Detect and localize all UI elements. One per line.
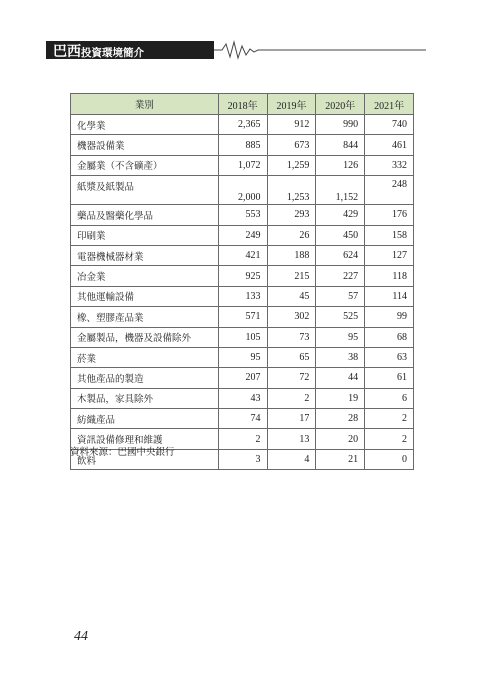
table-row [71,205,414,225]
category-cell: 化學業 [71,115,219,135]
value-cell: 63 [365,347,414,367]
value-cell: 95 [218,347,267,367]
category-cell: 其他運輸設備 [71,286,219,306]
table-header-row [71,94,414,115]
value-cell: 6 [365,388,414,408]
value-cell: 17 [267,409,316,429]
value-cell: 429 [316,205,365,225]
category-cell: 飲料 [71,449,219,469]
value-cell: 43 [218,388,267,408]
table-row [71,155,414,175]
value-cell: 20 [316,429,365,449]
category-cell: 金屬業（不含礦產） [71,155,219,175]
value-cell: 176 [365,205,414,225]
value-cell: 73 [267,327,316,347]
category-cell: 印刷業 [71,225,219,245]
table-row [71,388,414,408]
value-cell: 248 [365,176,414,205]
value-cell: 2 [365,429,414,449]
value-cell: 114 [365,286,414,306]
value-cell: 1,072 [218,155,267,175]
value-cell: 26 [267,225,316,245]
value-cell: 421 [218,245,267,265]
value-cell: 1,253 [267,176,316,205]
value-cell: 74 [218,409,267,429]
value-cell: 19 [316,388,365,408]
value-cell: 68 [365,327,414,347]
table-row [71,266,414,286]
value-cell: 0 [365,449,414,469]
category-cell: 冶金業 [71,266,219,286]
value-cell: 118 [365,266,414,286]
category-cell: 資訊設備修理和維護 [71,429,219,449]
value-cell: 133 [218,286,267,306]
category-cell: 紡織產品 [71,409,219,429]
category-cell: 其他產品的製造 [71,368,219,388]
value-cell: 13 [267,429,316,449]
value-cell: 105 [218,327,267,347]
value-cell: 624 [316,245,365,265]
value-cell: 57 [316,286,365,306]
table-row [71,327,414,347]
value-cell: 95 [316,327,365,347]
table-row [71,307,414,327]
value-cell: 332 [365,155,414,175]
value-cell: 188 [267,245,316,265]
category-cell: 木製品，家具除外 [71,388,219,408]
value-cell: 740 [365,115,414,135]
value-cell: 525 [316,307,365,327]
table-row [71,409,414,429]
value-cell: 44 [316,368,365,388]
value-cell: 461 [365,135,414,155]
category-cell: 橡、塑膠產品業 [71,307,219,327]
value-cell: 553 [218,205,267,225]
value-cell: 215 [267,266,316,286]
value-cell: 1,259 [267,155,316,175]
value-cell: 4 [267,449,316,469]
category-cell: 紙漿及紙製品 [71,176,219,205]
value-cell: 2 [218,429,267,449]
value-cell: 126 [316,155,365,175]
value-cell: 925 [218,266,267,286]
value-cell: 844 [316,135,365,155]
column-header: 業別 [71,94,219,115]
category-cell: 藥品及醫藥化學品 [71,205,219,225]
industry-table [70,93,414,470]
table-row [71,286,414,306]
column-header: 2018年 [218,94,267,115]
value-cell: 207 [218,368,267,388]
category-cell: 電器機械器材業 [71,245,219,265]
column-header: 2019年 [267,94,316,115]
page-header [46,40,426,62]
value-cell: 45 [267,286,316,306]
value-cell: 61 [365,368,414,388]
value-cell: 72 [267,368,316,388]
value-cell: 293 [267,205,316,225]
value-cell: 99 [365,307,414,327]
category-cell: 菸業 [71,347,219,367]
header-title-country: 巴西 [53,44,81,60]
value-cell: 227 [316,266,365,286]
value-cell: 249 [218,225,267,245]
value-cell: 2,365 [218,115,267,135]
column-header: 2021年 [365,94,414,115]
value-cell: 2 [365,409,414,429]
value-cell: 885 [218,135,267,155]
page-number: 44 [74,629,88,644]
value-cell: 2,000 [218,176,267,205]
value-cell: 38 [316,347,365,367]
value-cell: 450 [316,225,365,245]
value-cell: 127 [365,245,414,265]
table-row [71,225,414,245]
category-cell: 機器設備業 [71,135,219,155]
value-cell: 21 [316,449,365,469]
value-cell: 28 [316,409,365,429]
column-header: 2020年 [316,94,365,115]
value-cell: 673 [267,135,316,155]
value-cell: 158 [365,225,414,245]
table-row [71,135,414,155]
value-cell: 912 [267,115,316,135]
table-row [71,176,414,205]
table-row [71,245,414,265]
table-row [71,115,414,135]
value-cell: 3 [218,449,267,469]
value-cell: 65 [267,347,316,367]
header-heartbeat-line [46,40,426,62]
category-cell: 金屬製品，機器及設備除外 [71,327,219,347]
source-note: 資料來源：巴國中央銀行 [70,447,175,458]
value-cell: 302 [267,307,316,327]
table-row [71,347,414,367]
value-cell: 571 [218,307,267,327]
value-cell: 990 [316,115,365,135]
value-cell: 2 [267,388,316,408]
table-row [71,368,414,388]
value-cell: 1,152 [316,176,365,205]
header-title-subject: 投資環境簡介 [81,47,144,59]
